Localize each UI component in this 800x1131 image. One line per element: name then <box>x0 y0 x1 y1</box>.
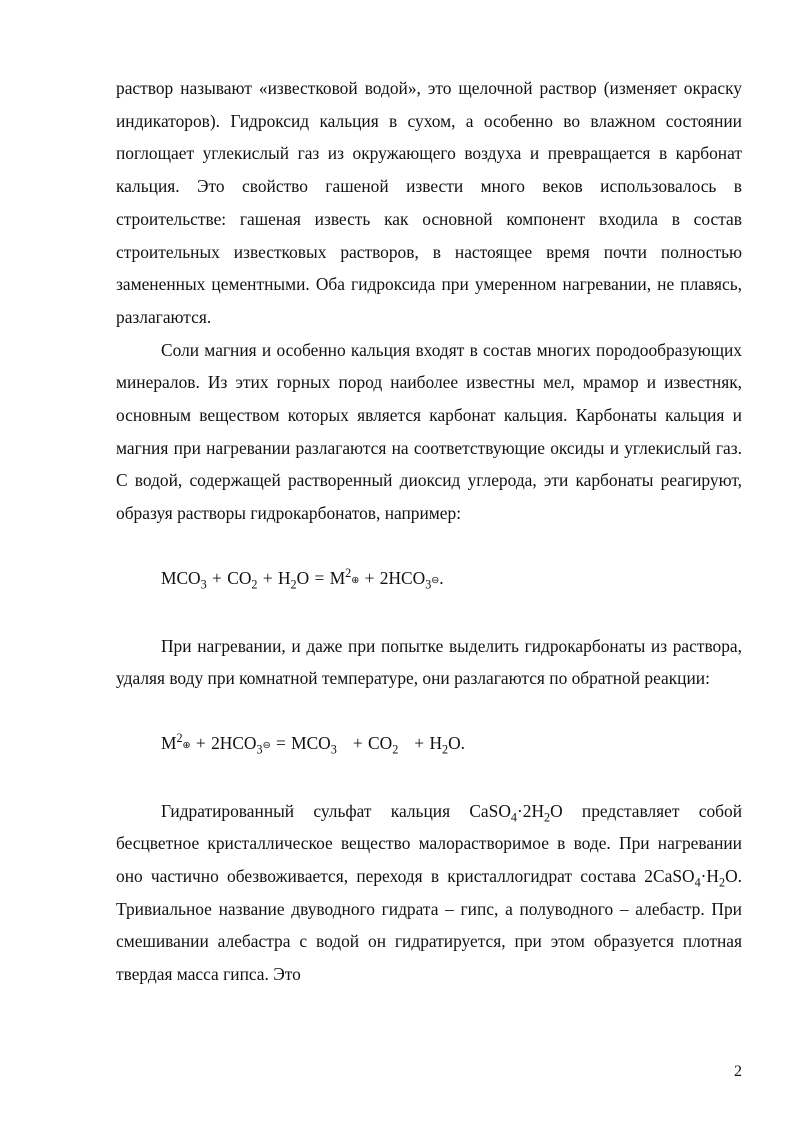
paragraph-reverse-reaction: При нагревании, и даже при попытке выделить гидрокарбонаты из раствора, удаляя воду при комнатной температуре, они разлагаются по обратной реакции: <box>116 635 742 689</box>
equation-bicarbonate-decomposition: $M^2\oplus$ + $2HCO_3⊖ = MCO_3 + CO_2 + H_2O$. <box>161 731 466 757</box>
paragraph-carbonates: Соли магния и особенно кальция входят в состав многих породообразующих минералов. Из этих горных пород наиболее известны мел, мрамор и известняк, основным веществом которых является карбонат кальция. Карбонаты кальция и магния при нагревании разлагаются на соответствующие оксиды и углекислый газ. С водой, содержащей растворенный диоксид углерода, эти карбонаты реагируют, образуя растворы гидрокарбонатов, например: <box>116 339 742 524</box>
page-number: 2 <box>734 1063 742 1080</box>
paragraph-lime-water: раствор называют «известковой водой», это щелочной раствор (изменяет окраску индикаторов). Гидроксид кальция в сухом, а особенно во влажном состоянии поглощает углекислый газ из окружающего воздуха и превращается в карбонат кальция. Это свойство гашеной извести много веков использовалось в строительстве: гашеная известь как основной компонент входила в состав строительных известковых растворов, в настоящее время почти полностью замененных цементными. Оба гидроксида при умеренном нагревании, не плавясь, разлагаются. <box>116 78 742 327</box>
document-body <box>116 72 742 991</box>
paragraph-calcium-sulfate: Гидратированный сульфат кальция $CaSO_4\cdot 2H_2O$ представляет собой бесцветное кристаллическое вещество малорастворимое в воде. При нагревании оно частично обезвоживается, переходя в кристаллогидрат состава $2CaSO_4\cdot H_2O$. Тривиальное название двуводного гидрата – гипс, а полуводного – алебастр. При смешивании алебастра с водой он гидратируется, при этом образуется плотная твердая масса гипса. Это <box>116 800 742 985</box>
equation-carbonate-dissolution: $MCO_3 + CO_2 + H_2O$ = $M^2\oplus$ + $2HCO_3⊖$. <box>161 566 444 592</box>
